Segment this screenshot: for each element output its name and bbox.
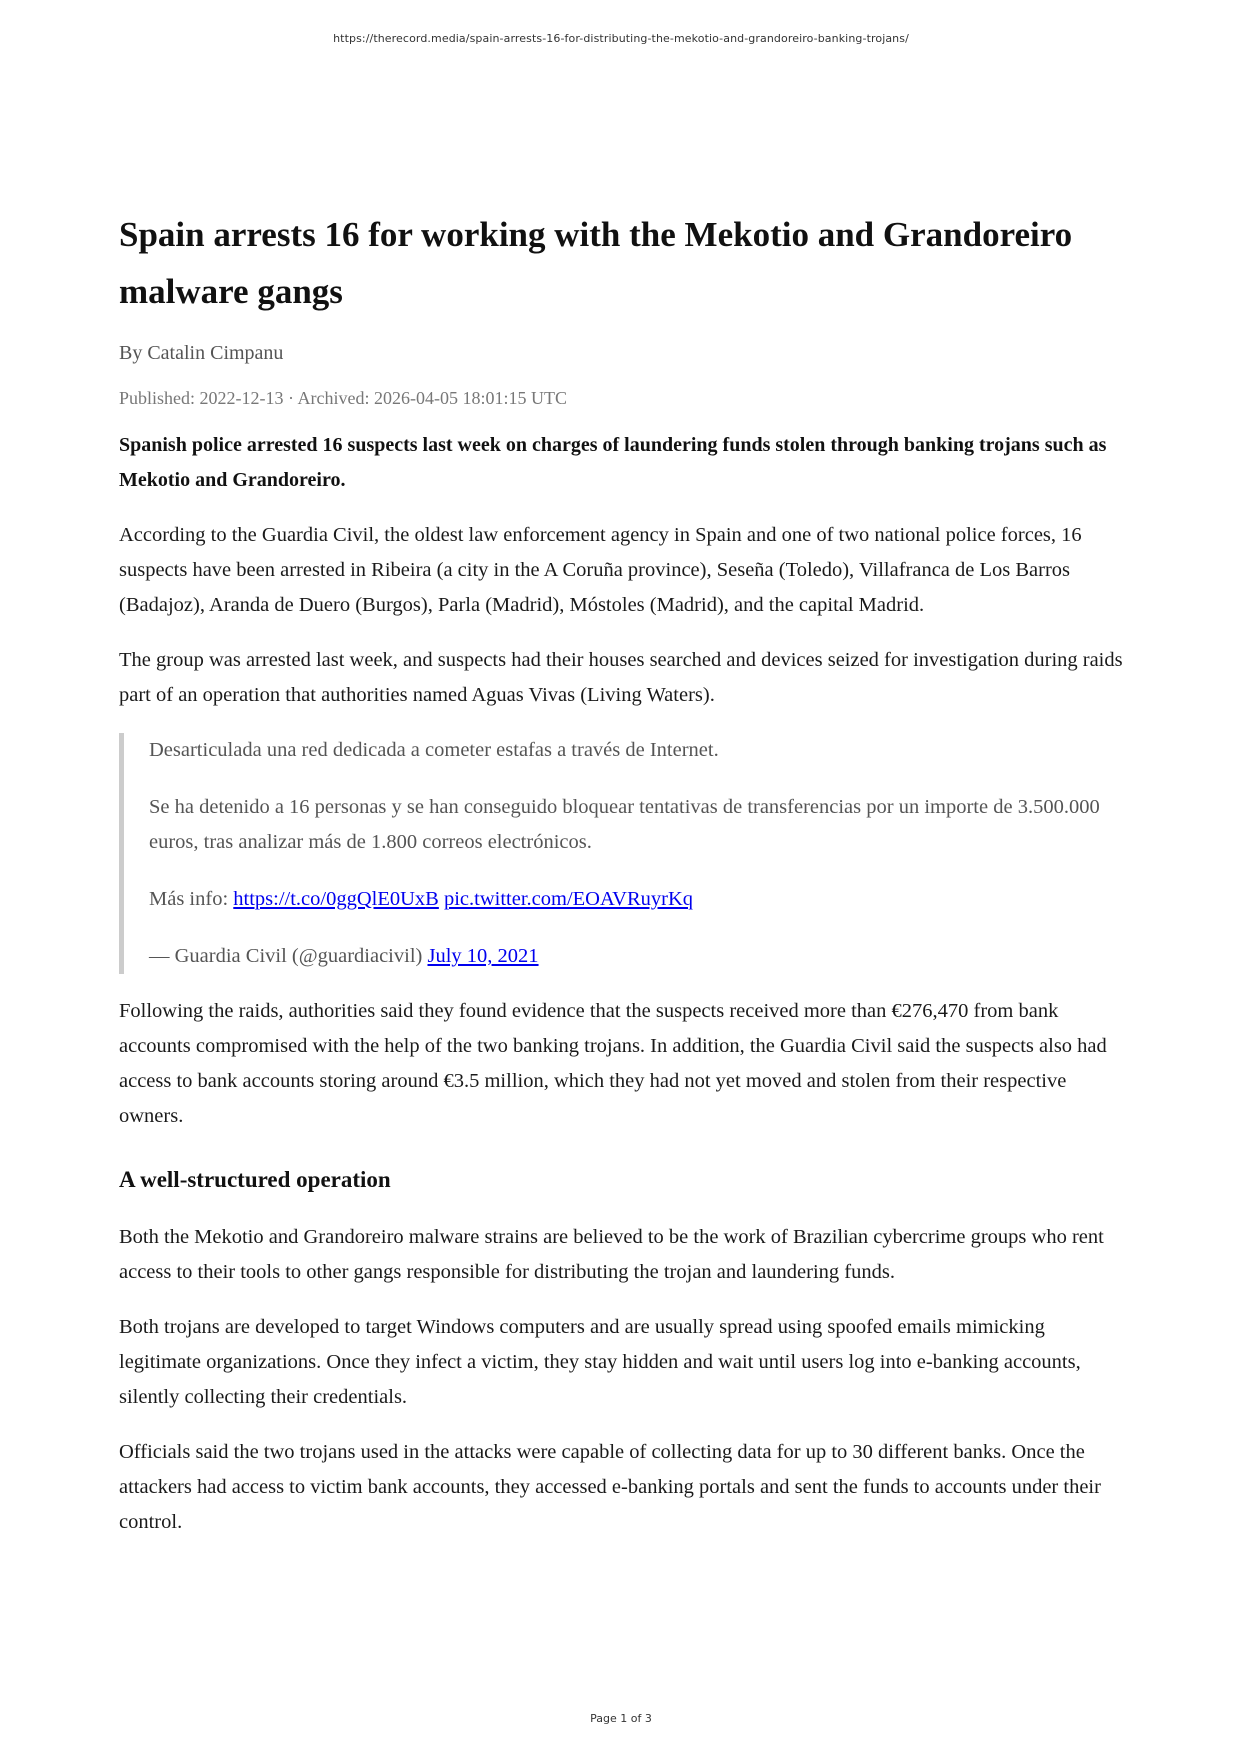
article bbox=[119, 206, 1129, 1540]
pic-twitter-link[interactable]: pic.twitter.com/EOAVRuyrKq bbox=[443, 888, 693, 910]
article-paragraph: Both trojans are developed to target Windows computers and are usually spread using spoofed emails mimicking legitimate organizations. Once they infect a victim, they stay hidden and wait until users log into e-banking accounts, silently collecting their credentials. bbox=[119, 1316, 1081, 1408]
article-paragraph: Following the raids, authorities said they found evidence that the suspects received more than €276,470 from bank accounts compromised with the help of the two banking trojans. In addition, the Guardia Civil said the suspects also had access to bank accounts storing around €3.5 million, which they had not yet moved and stolen from their respective owners. bbox=[119, 1000, 1107, 1127]
article-byline: By Catalin Cimpanu bbox=[119, 342, 284, 364]
quote-attribution bbox=[149, 939, 1129, 974]
embedded-tweet-quote bbox=[119, 733, 1129, 974]
section-heading: A well-structured operation bbox=[119, 1167, 391, 1192]
article-lede: Spanish police arrested 16 suspects last week on charges of laundering funds stolen through banking trojans such as Mekotio and Grandoreiro. bbox=[119, 434, 1107, 491]
quote-more-info bbox=[149, 882, 1129, 917]
quote-more-info-prefix: Más info: bbox=[149, 888, 234, 910]
article-paragraph: The group was arrested last week, and suspects had their houses searched and devices seized for investigation during raids part of an operation that authorities named Aguas Vivas (Living Waters). bbox=[119, 649, 1123, 706]
article-meta: Published: 2022-12-13 · Archived: 2026-04-05 18:01:15 UTC bbox=[119, 388, 567, 408]
tweet-date-link[interactable]: July 10, 2021 bbox=[427, 945, 539, 967]
article-paragraph: According to the Guardia Civil, the oldest law enforcement agency in Spain and one of two national police forces, 16 suspects have been arrested in Ribeira (a city in the A Coruña province), Seseña (Toledo), Villafranca de Los Barros (Badajoz), Aranda de Duero (Burgos), Parla (Madrid), Móstoles (Madrid), and the capital Madrid. bbox=[119, 524, 1082, 616]
article-title: Spain arrests 16 for working with the Mekotio and Grandoreiro malware gangs bbox=[119, 215, 1073, 311]
article-paragraph: Officials said the two trojans used in the attacks were capable of collecting data for up to 30 different banks. Once the attackers had access to victim bank accounts, they accessed e-banking portals and sent the funds to accounts under their control. bbox=[119, 1441, 1101, 1533]
article-paragraph: Both the Mekotio and Grandoreiro malware strains are believed to be the work of Brazilian cybercrime groups who rent access to their tools to other gangs responsible for distributing the trojan and laundering funds. bbox=[119, 1226, 1104, 1283]
quote-attribution-text: — Guardia Civil (@guardiacivil) bbox=[149, 945, 428, 967]
quote-line: Desarticulada una red dedicada a cometer estafas a través de Internet. bbox=[149, 739, 719, 761]
page-url-header: https://therecord.media/spain-arrests-16-for-distributing-the-mekotio-and-grandoreiro-banking-trojans/ bbox=[333, 32, 909, 45]
quote-line: Se ha detenido a 16 personas y se han conseguido bloquear tentativas de transferencias por un importe de 3.500.000 euros, tras analizar más de 1.800 correos electrónicos. bbox=[149, 796, 1100, 853]
page-number-footer: Page 1 of 3 bbox=[590, 1712, 652, 1725]
tco-link[interactable]: https://t.co/0ggQlE0UxB bbox=[233, 888, 439, 910]
